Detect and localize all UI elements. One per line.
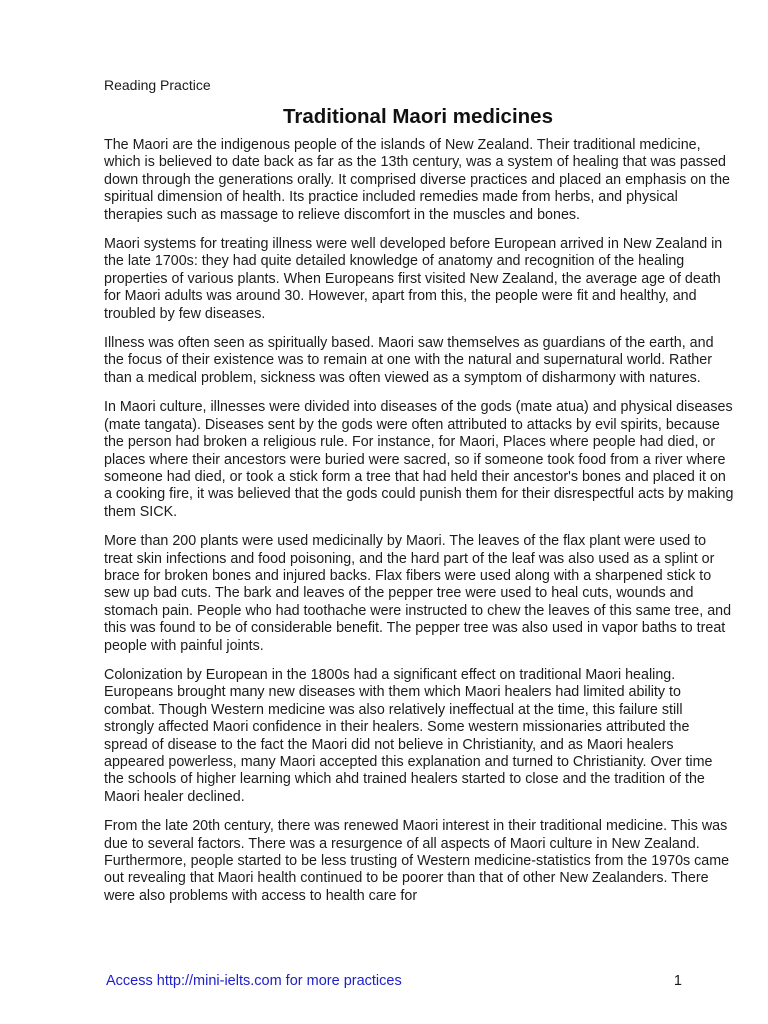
- paragraph-4: In Maori culture, illnesses were divided into diseases of the gods (mate atua) and physical diseases (mate tangata). Diseases sent by the gods were often attributed to attacks by evil spirits, because the person had broken a religious rule. For instance, for Maori, Places where people had died, or places where their ancestors were buried were sacred, so if someone took food from a river where someone had died, or took a stick form a tree that had held their ancestor's bones and placed it on a cooking fire, it was believed that the gods could punish them for their disrespectful acts by making them SICK.: [104, 399, 734, 520]
- paragraph-5: More than 200 plants were used medicinally by Maori. The leaves of the flax plant were used to treat skin infections and food poisoning, and the hard part of the leaf was also used as a splint or brace for broken bones and injured backs. Flax fibers were used along with a sharpened stick to sew up bad cuts. The bark and leaves of the pepper tree were used to heal cuts, wounds and stomach pain. People who had toothache were instructed to chew the leaves of this same tree, and this was found to be of considerable benefit. The pepper tree was also used in vapor baths to treat people with painful joints.: [104, 533, 732, 654]
- reading-practice-label: Reading Practice: [104, 77, 211, 93]
- page-number: 1: [673, 973, 682, 989]
- paragraph-3: Illness was often seen as spiritually based. Maori saw themselves as guardians of the earth, and the focus of their existence was to remain at one with the natural and supernatural world. Rather than a medical problem, sickness was often viewed as a symptom of disharmony with natures.: [104, 335, 714, 386]
- practice-site-link[interactable]: Access http://mini-ielts.com for more practices: [106, 973, 402, 989]
- paragraph-1: The Maori are the indigenous people of the islands of New Zealand. Their traditional medicine, which is believed to date back as far as the 13th century, was a system of healing that was passed down through the generations orally. It comprised diverse practices and placed an emphasis on the spiritual dimension of health. Its practice included remedies made from herbs, and physical therapies such as massage to relieve discomfort in the muscles and bones.: [104, 137, 730, 223]
- page-footer: [106, 972, 682, 990]
- document-title: Traditional Maori medicines: [283, 105, 553, 128]
- paragraph-6: Colonization by European in the 1800s had a significant effect on traditional Maori healing. Europeans brought many new diseases with them which Maori healers had limited ability to combat. Though Western medicine was also relatively ineffectual at the time, this failure still strongly affected Maori confidence in their healers. Some western missionaries attributed the spread of disease to the fact the Maori did not believe in Christianity, and as Maori healers appeared powerless, many Maori accepted this explanation and turned to Christianity. Over time the schools of higher learning which ahd trained healers started to close and the tradition of the Maori healer declined.: [104, 666, 713, 805]
- article-body: [104, 137, 734, 917]
- paragraph-2: Maori systems for treating illness were well developed before European arrived in New Zealand in the late 1700s: they had quite detailed knowledge of anatomy and recognition of the healing properties of various plants. When Europeans first visited New Zealand, the average age of death for Maori adults was around 30. However, apart from this, the people were fit and healthy, and troubled by few diseases.: [104, 236, 723, 322]
- paragraph-7: From the late 20th century, there was renewed Maori interest in their traditional medicine. This was due to several factors. There was a resurgence of all aspects of Maori culture in New Zealand. Furthermore, people started to be less trusting of Western medicine-statistics from the 1970s came out revealing that Maori health continued to be poorer than that of other New Zealanders. There were also problems with access to health care for: [104, 818, 730, 904]
